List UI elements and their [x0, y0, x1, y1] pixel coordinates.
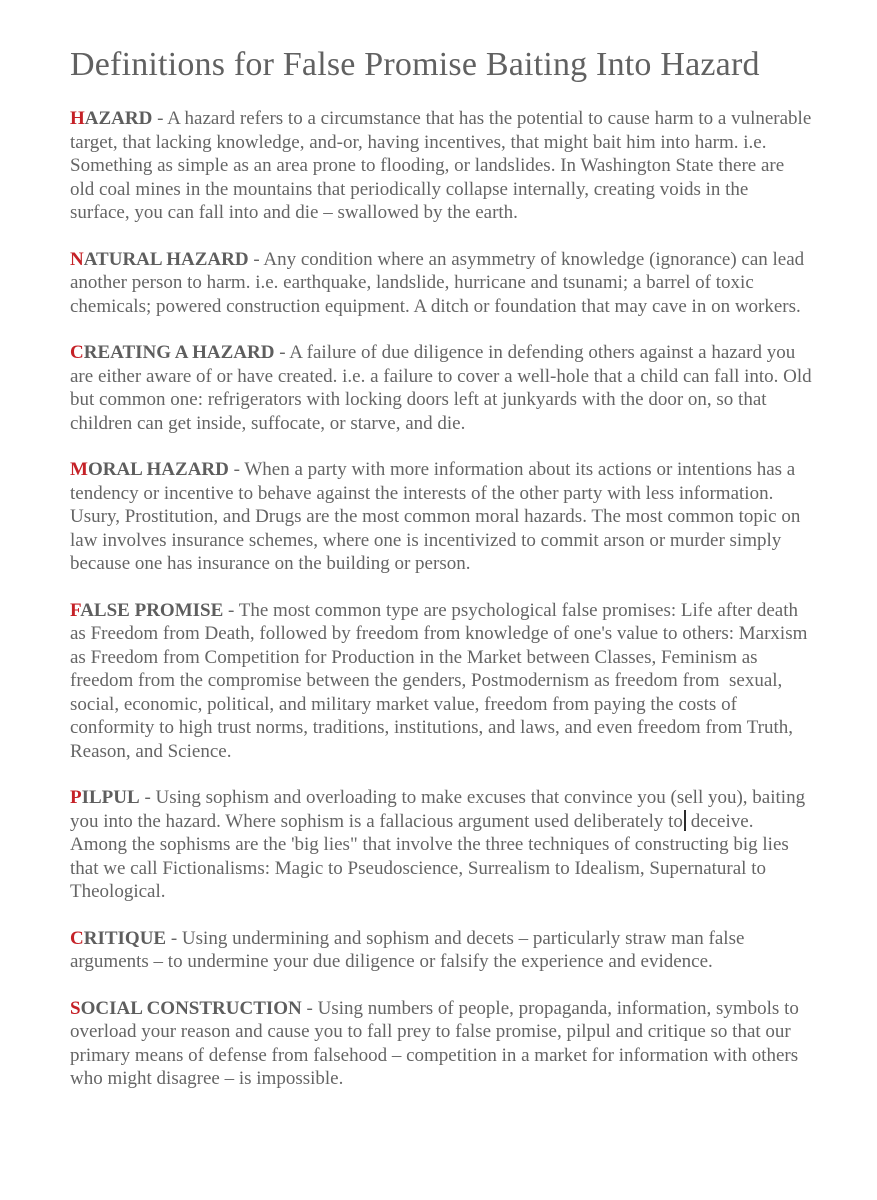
term-rest: ORAL HAZARD	[87, 459, 229, 480]
term-separator: -	[152, 108, 168, 129]
definition-paragraph[interactable]	[70, 599, 812, 764]
body-text-segment: Any condition where an asymmetry of knowledge (ignorance) can lead another person to harm. i.e. earthquake, landslide, hurricane and tsunami; a barrel of toxic chemicals; powered construction equipment. A ditch or foundation that may cave in on workers.	[70, 248, 809, 317]
term-rest: AZARD	[84, 108, 153, 129]
term-separator: -	[248, 248, 264, 270]
term-rest: OCIAL CONSTRUCTION	[80, 997, 302, 1019]
term-rest: RITIQUE	[83, 927, 167, 949]
body-text-segment: Using undermining and sophism and decets – particularly straw man false arguments – to undermine your due diligence or falsify the experience and evidence.	[70, 927, 750, 972]
page-title[interactable]: Definitions for False Promise Baiting Into Hazard	[70, 46, 760, 83]
definition-paragraph[interactable]	[70, 341, 817, 435]
definition-body	[70, 787, 810, 902]
term-separator: -	[166, 927, 182, 949]
term-separator: -	[139, 787, 156, 808]
term-rest: ILPUL	[81, 787, 140, 808]
term-initial-letter: N	[70, 248, 84, 270]
term-rest: REATING A HAZARD	[83, 342, 275, 363]
term-rest: ATURAL HAZARD	[83, 248, 249, 270]
term-separator: -	[301, 997, 318, 1019]
body-text-segment: deceive. Among the sophisms are the 'big lies" that involve the three techniques of constructing big lies that we call Fictionalisms: Magic to Pseudoscience, Surrealism to Idealism, Supernatural to Theological.	[70, 810, 794, 902]
body-text-segment: Using numbers of people, propaganda, information, symbols to overload your reason and cause you to fall prey to false promise, pilpul and critique so that our primary means of defense from falsehood – competition in a market for information with others who might disagree – is impossible.	[70, 997, 804, 1089]
body-text-segment: A hazard refers to a circumstance that has the potential to cause harm to a vulnerable target, that lacking knowledge, and-or, having incentives, that might bait him into harm. i.e. Something as simple as an area prone to flooding, or landslides. In Washington State there are old coal mines in the mountains that periodically collapse internally, creating voids in the surface, you can fall into and die – swallowed by the earth.	[70, 108, 817, 223]
body-text-segment: A failure of due diligence in defending others against a hazard you are either aware of or have created. i.e. a failure to cover a well-hole that a child can fall into. Old but common one: refrigerators with locking doors left at junkyards with the door on, so that children can get inside, suffocate, or starve, and die.	[70, 342, 817, 434]
term-initial-letter: C	[70, 342, 84, 363]
term-initial-letter: M	[70, 459, 88, 480]
definition-body	[70, 108, 816, 223]
definition-paragraph[interactable]	[70, 107, 817, 225]
definition-paragraph[interactable]	[70, 458, 812, 576]
term-separator: -	[228, 459, 245, 480]
term-initial-letter: C	[70, 927, 84, 949]
term-initial-letter: P	[70, 787, 82, 808]
body-text-segment: The most common type are psychological false promises: Life after death as Freedom from Death, followed by freedom from knowledge of one's value to others: Marxism as Freedom from Competition for Production in the Market between Classes, Feminism as freedom from the compromise between the genders, Postmodernism as freedom from sexual, social, economic, political, and military market value, freedom from paying the costs of conformity to high trust norms, traditions, institutions, and laws, and even freedom from Truth, Reason, and Science.	[70, 599, 813, 762]
term-initial-letter: S	[70, 997, 81, 1019]
term-separator: -	[274, 342, 290, 363]
definition-body	[70, 600, 812, 762]
definition-paragraph[interactable]	[70, 927, 812, 974]
term-initial-letter: H	[70, 108, 85, 129]
body-text-segment: Using sophism and overloading to make excuses that convince you (sell you), baiting you into the hazard. Where sophism is a fallacious argument used deliberately to	[70, 787, 810, 832]
term-rest: ALSE PROMISE	[80, 599, 224, 621]
definition-paragraph[interactable]	[70, 248, 812, 319]
term-initial-letter: F	[70, 599, 81, 621]
definition-paragraph[interactable]	[70, 786, 812, 904]
definition-paragraph[interactable]	[70, 997, 812, 1091]
body-text-segment: When a party with more information about its actions or intentions has a tendency or incentive to behave against the interests of the other party with less information. Usury, Prostitution, and Drugs are the most common moral hazards. The most common topic on law involves insurance schemes, where one is incentivized to commit arson or murder simply because one has insurance on the building or person.	[70, 459, 806, 574]
definitions-list	[70, 107, 817, 1091]
term-separator: -	[223, 599, 239, 621]
